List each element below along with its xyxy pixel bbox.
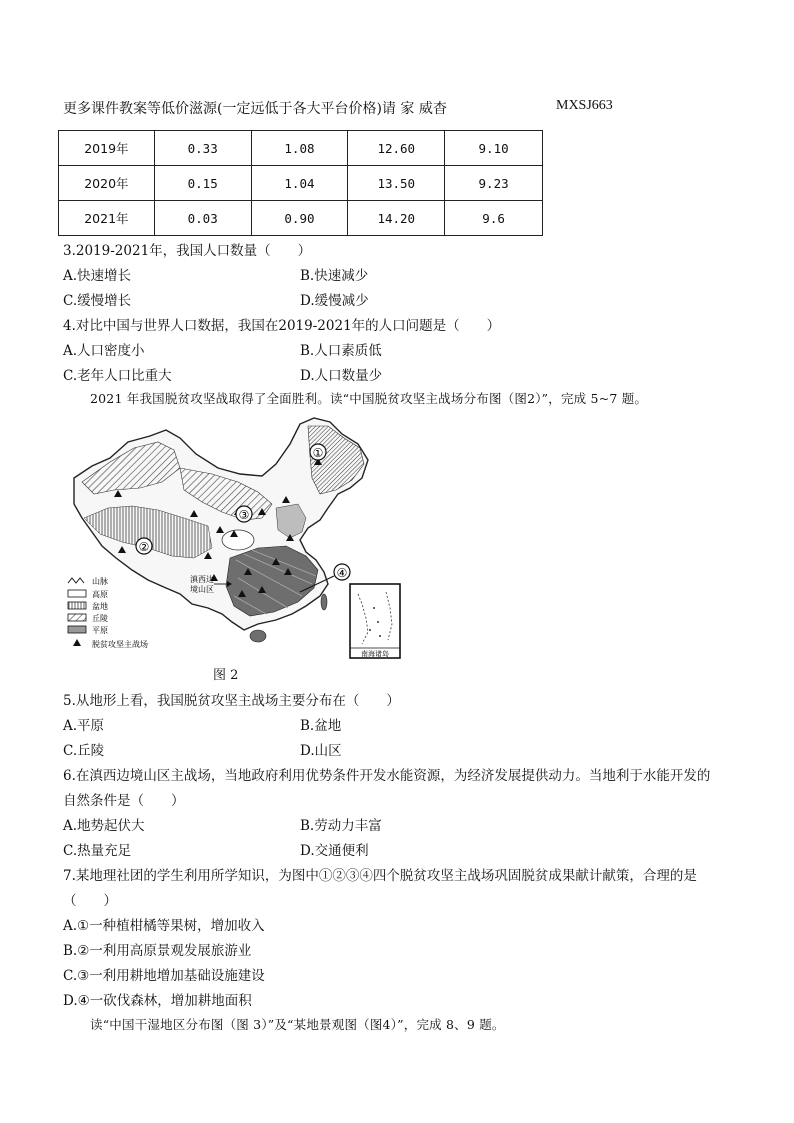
legend-plain: 平原 (92, 626, 108, 635)
q4-stem: 4.对比中国与世界人口数据，我国在2019-2021年的人口问题是（ ） (63, 318, 501, 334)
table-cell: 0.03 (154, 201, 251, 236)
table-cell: 0.90 (251, 201, 348, 236)
q5-option-c: C.丘陵 (63, 743, 105, 759)
south-china-sea-inset (350, 584, 400, 658)
q6-option-b: B.劳动力丰富 (300, 818, 382, 834)
table-cell: 0.33 (154, 131, 251, 166)
table-row (59, 201, 543, 236)
legend-battlefield: 脱贫攻坚主战场 (92, 640, 148, 649)
table-cell: 0.15 (154, 166, 251, 201)
nanhai-label: 南海诸岛 (361, 650, 389, 658)
china-poverty-map (62, 408, 407, 663)
q7-stem-line1: 7.某地理社团的学生利用所学知识，为图中①②③④四个脱贫攻坚主战场巩固脱贫成果献计献策，合理的是 (63, 868, 697, 884)
q7-option-a: A.①一种植柑橘等果树，增加收入 (63, 918, 265, 934)
q3-option-c: C.缓慢增长 (63, 293, 132, 309)
legend-triangle-icon (73, 639, 81, 646)
table-cell: 1.04 (251, 166, 348, 201)
marker-2-label: ② (138, 540, 150, 554)
legend-hills: 丘陵 (92, 614, 108, 623)
legend-basin-icon (68, 602, 86, 609)
q4-option-b: B.人口素质低 (300, 343, 382, 359)
population-table (58, 130, 543, 236)
hainan-island (250, 630, 266, 642)
table-cell: 1.08 (251, 131, 348, 166)
legend-plateau-icon (68, 590, 86, 597)
q6-stem-line2: 自然条件是（ ） (63, 793, 185, 809)
table-cell: 2020年 (59, 166, 155, 201)
table-cell: 13.50 (348, 166, 445, 201)
header-code: MXSJ663 (556, 98, 613, 113)
q7-option-c: C.③一利用耕地增加基础设施建设 (63, 968, 265, 984)
region-basin (222, 530, 254, 550)
q3-option-d: D.缓慢减少 (300, 293, 369, 309)
table-cell: 9.6 (445, 201, 543, 236)
q7-option-b: B.②一利用高原景观发展旅游业 (63, 943, 252, 959)
q5-option-b: B.盆地 (300, 718, 342, 734)
table-cell: 9.10 (445, 131, 543, 166)
map-legend (68, 576, 148, 649)
intro-poverty: 2021 年我国脱贫攻坚战取得了全面胜利。读“中国脱贫攻坚主战场分布图（图2）”，完成 5~7 题。 (90, 391, 648, 406)
legend-basin: 盆地 (92, 602, 108, 611)
q7-option-d: D.④一砍伐森林，增加耕地面积 (63, 993, 252, 1009)
q5-option-d: D.山区 (300, 743, 342, 759)
marker-4-label: ④ (336, 566, 348, 580)
q6-stem-line1: 6.在滇西边境山区主战场，当地政府利用优势条件开发水能资源，为经济发展提供动力。当地利于水能开发的 (63, 768, 711, 784)
table-row (59, 131, 543, 166)
figure-caption: 图 2 (213, 668, 239, 683)
table-cell: 9.23 (445, 166, 543, 201)
dianxi-label-line1: 滇西边 (190, 575, 214, 584)
q6-option-d: D.交通便利 (300, 843, 369, 859)
q3-option-b: B.快速减少 (300, 268, 369, 284)
q3-stem: 3.2019-2021年，我国人口数量（ ） (63, 243, 312, 259)
q6-option-c: C.热量充足 (63, 843, 132, 859)
q5-option-a: A.平原 (63, 718, 105, 734)
q4-option-a: A.人口密度小 (63, 343, 145, 359)
table-cell: 2021年 (59, 201, 155, 236)
table-cell: 2019年 (59, 131, 155, 166)
table-cell: 14.20 (348, 201, 445, 236)
legend-mountain-icon (68, 578, 84, 583)
legend-plateau: 高原 (92, 590, 108, 599)
table-row (59, 166, 543, 201)
legend-plain-icon (68, 626, 86, 633)
dianxi-label-line2: 境山区 (190, 585, 214, 594)
q5-stem: 5.从地形上看，我国脱贫攻坚主战场主要分布在（ ） (63, 693, 400, 709)
q6-option-a: A.地势起伏大 (63, 818, 145, 834)
marker-1-label: ① (312, 446, 324, 460)
intro-dry-wet: 读“中国干湿地区分布图（图 3）”及“某地景观图（图4）”，完成 8、9 题。 (90, 1017, 505, 1032)
page-header (63, 98, 613, 118)
taiwan-island (321, 594, 327, 610)
q3-option-a: A.快速增长 (63, 268, 132, 284)
header-text: 更多课件教案等低价滋源(一定远低于各大平台价格)请 家 威杳 (63, 101, 447, 117)
legend-mountain: 山脉 (92, 577, 108, 586)
marker-3-label: ③ (238, 508, 250, 522)
q4-option-c: C.老年人口比重大 (63, 368, 172, 384)
q4-option-d: D.人口数量少 (300, 368, 383, 384)
q7-stem-line2: （ ） (63, 893, 117, 909)
table-cell: 12.60 (348, 131, 445, 166)
legend-hills-icon (68, 614, 86, 621)
